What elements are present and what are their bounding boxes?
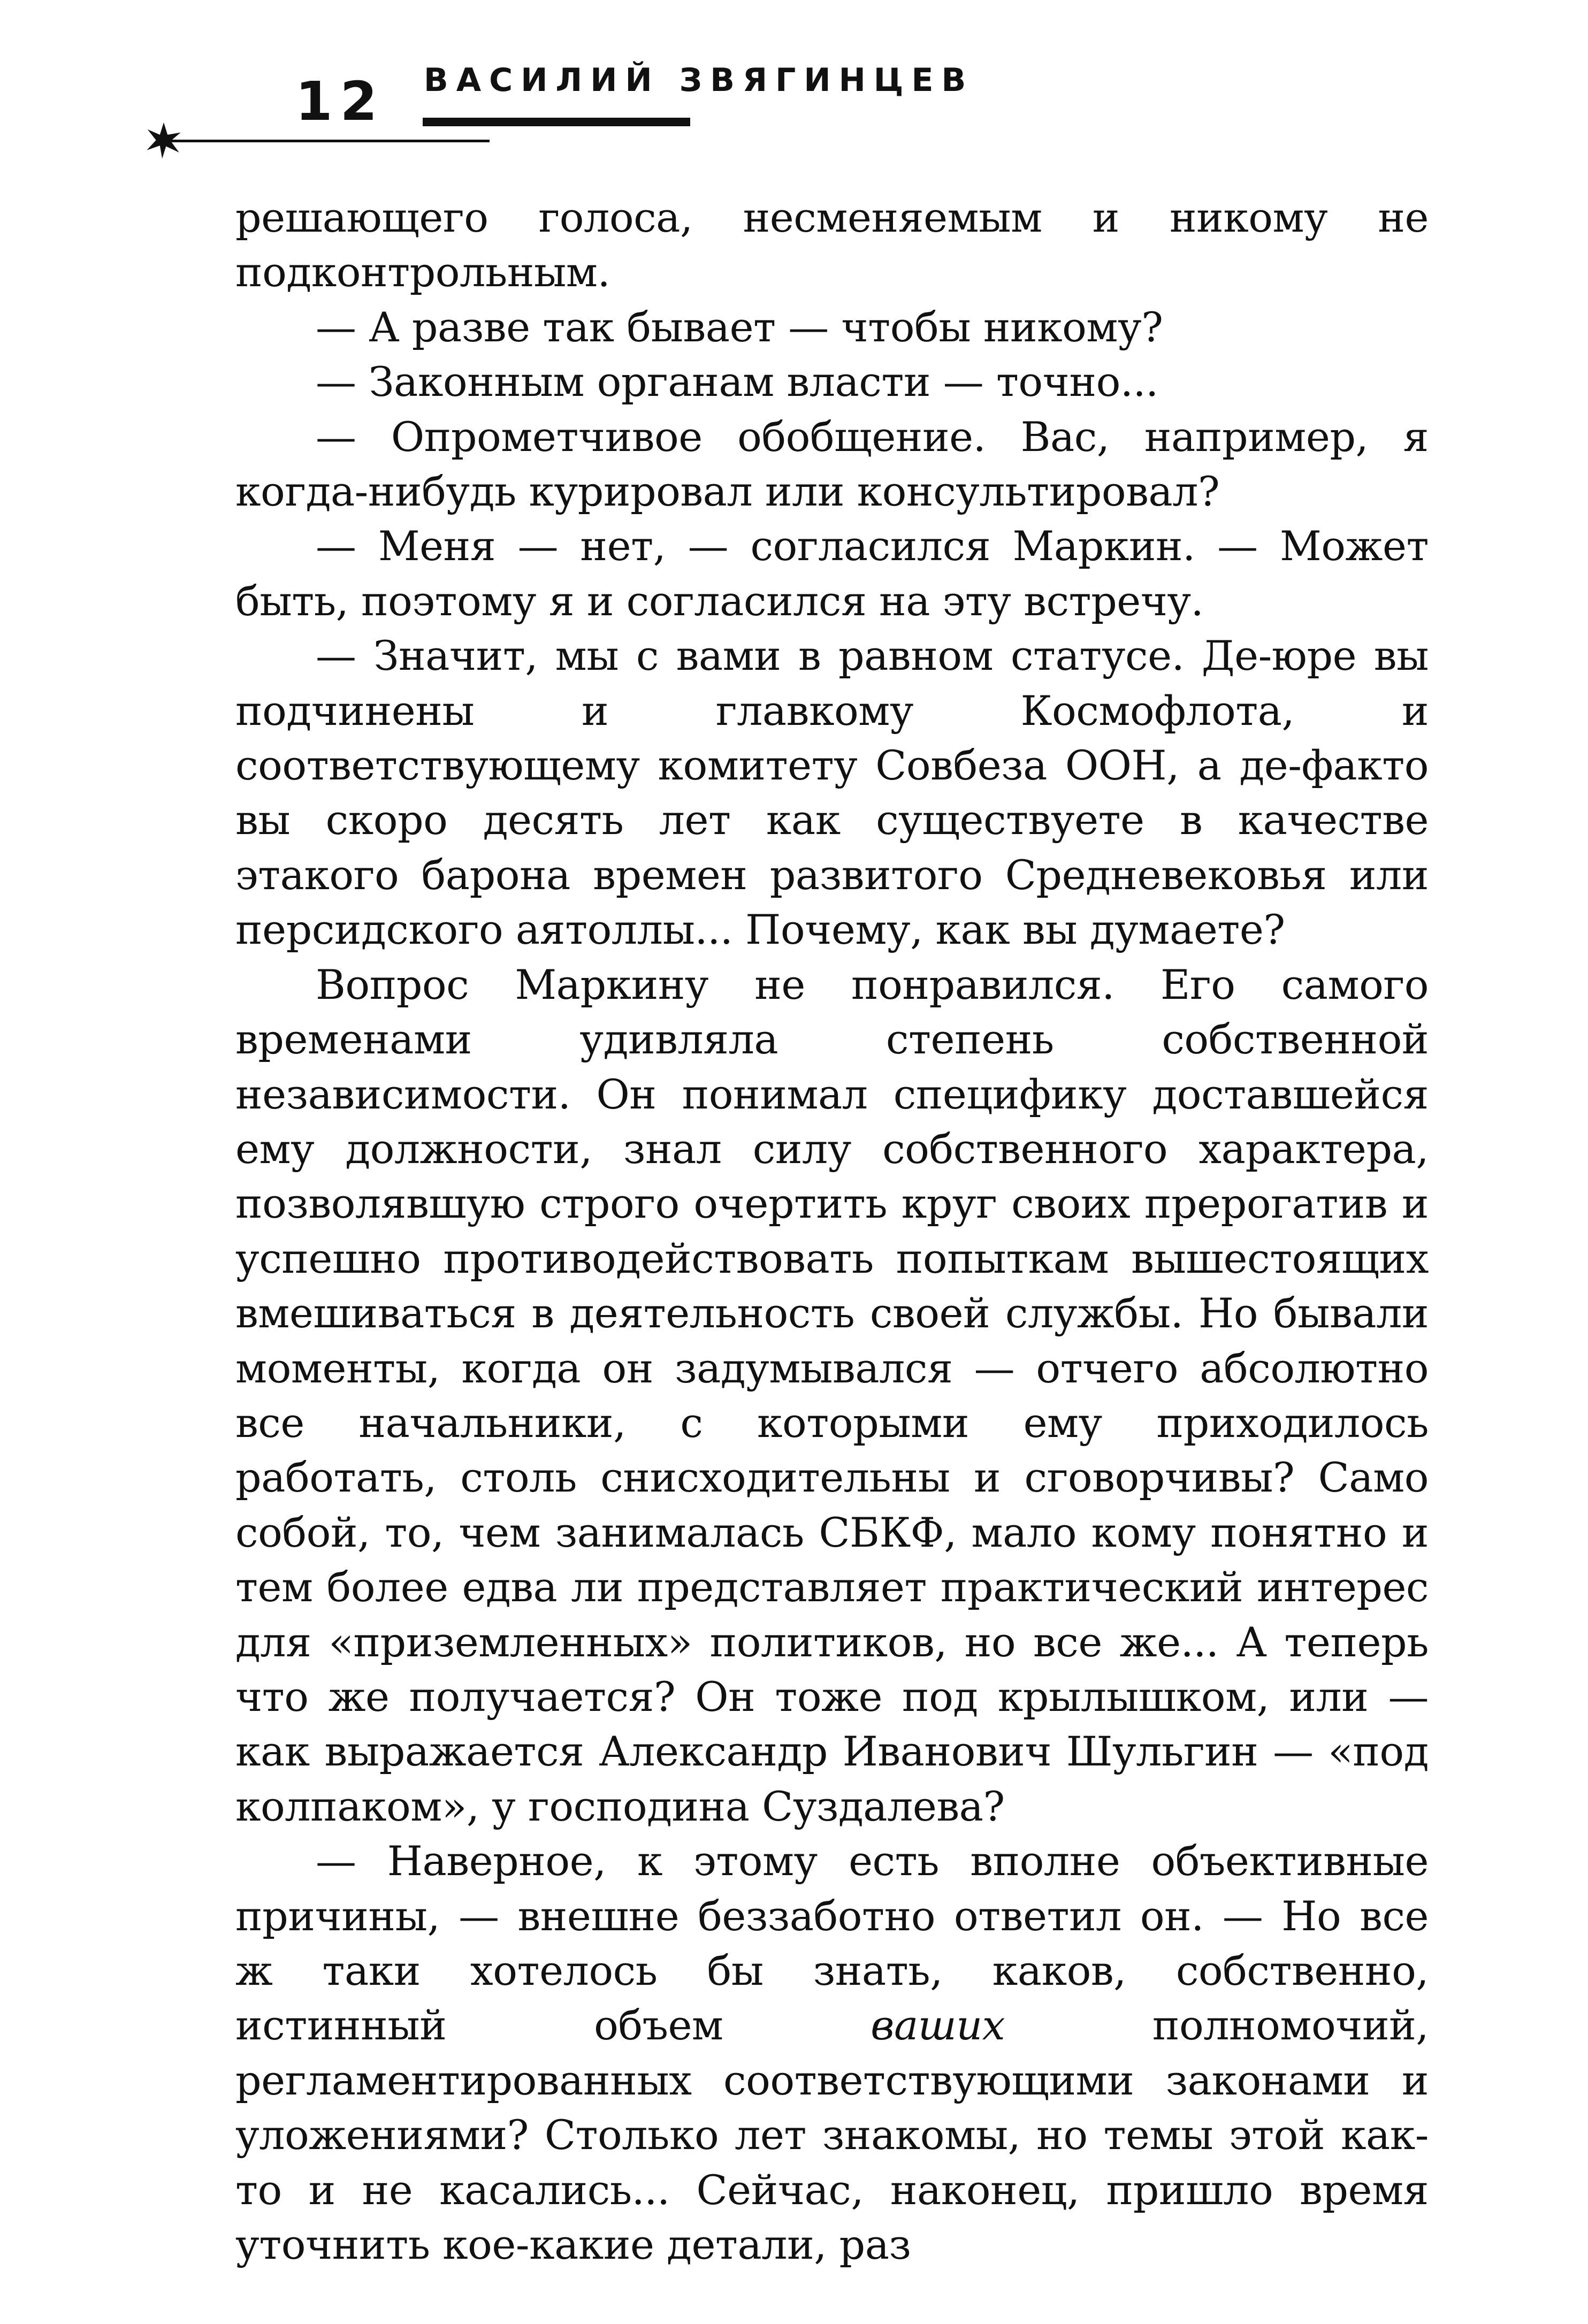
paragraph-text: — Наверное, к этому есть вполне объективные причины, — внешне беззаботно ответил он. — Но все ж таки хотелось бы знать, каков, собственно, истинный объем — [235, 1837, 1429, 2050]
running-head-author: ВАСИЛИЙ ЗВЯГИНЦЕВ — [424, 62, 974, 99]
page-number: 12 — [295, 70, 385, 133]
paragraph: — Опрометчивое обобщение. Вас, например, я когда-нибудь курировал или консультировал? — [235, 412, 1429, 516]
star-icon — [144, 121, 183, 159]
paragraph: Вопрос Маркину не понравился. Его самого временами удивляла степень собственной независимости. Он понимал специфику доставшейся ему должности, знал силу собственного характера, позволявшую строго очертить круг своих прерогатив и успешно противодействовать попыткам вышестоящих вмешиваться в деятельность своей службы. Но бывали моменты, когда он задумывался — отчего абсолютно все начальники, с которыми ему приходилось работать, столь снисходительны и сговорчивы? Само собой, то, чем занималась СБКФ, мало кому понятно и тем более едва ли представляет практический интерес для «приземленных» политиков, но все же... А теперь что же получается? Он тоже под крылышком, или — как выражается Александр Иванович Шульгин — «под колпаком», у господина Суздалева? — [235, 960, 1429, 1830]
paragraph — [235, 1834, 1429, 2272]
emphasis-text: ваших — [871, 2001, 1005, 2050]
header-rule — [169, 140, 490, 142]
paragraph-text: полномочий, регламентированных соответствующими законами и уложениями? Столько лет знакомы, но темы этой как-то и не касались... Сейчас, наконец, пришло время уточнить кое-какие детали, раз — [235, 2001, 1429, 2269]
paragraph: — Значит, мы с вами в равном статусе. Де-юре вы подчинены и главкому Космофлота, и соответствующему комитету Совбеза ООН, а де-факто вы скоро десять лет как существуете в качестве этакого барона времен развитого Средневековья или персидского аятоллы... Почему, как вы думаете? — [235, 632, 1429, 954]
header-bar — [423, 118, 690, 126]
paragraph: решающего голоса, несменяемым и никому не подконтрольным. — [235, 194, 1429, 296]
paragraph: — А разве так бывает — чтобы никому? — [316, 303, 1163, 351]
body-text — [235, 190, 1429, 2272]
paragraph: — Меня — нет, — согласился Маркин. — Может быть, поэтому я и согласился на эту встречу. — [235, 522, 1429, 625]
paragraph: — Законным органам власти — точно... — [316, 358, 1158, 406]
